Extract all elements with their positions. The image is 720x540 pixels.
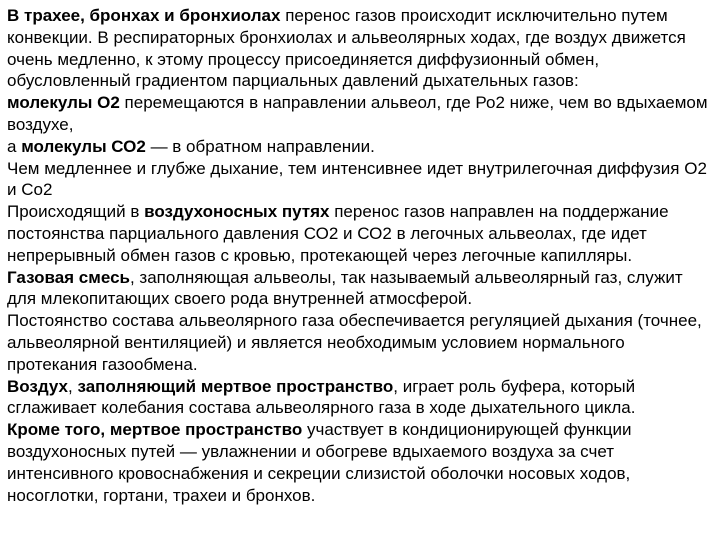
- bold-phrase: молекулы СО2: [21, 136, 146, 156]
- text-run: Постоянство состава альвеолярного газа обеспечивается регуляцией дыхания (точнее, альвеолярной вентиляцией) и является необходимым условием нормального протекания газообмена.: [7, 311, 702, 374]
- bold-phrase: молекулы О2: [7, 93, 120, 113]
- text-run: перемещаются в направлении альвеол, где Ро2 ниже, чем во вдыхаемом воздухе,: [7, 93, 708, 134]
- bold-phrase: Газовая смесь: [7, 267, 130, 287]
- text-run: а: [7, 136, 22, 156]
- text-run: ,: [68, 376, 78, 396]
- paragraph-o2-molecules: [7, 92, 715, 136]
- paragraph-gas-mixture: [7, 267, 715, 311]
- text-run: перенос газов направлен на поддержание постоянства парциального давления СО2 и СО2 в легочных альвеолах, где идет непрерывный обмен газов с кровью, протекающей через легочные капилляры.: [7, 202, 669, 265]
- paragraph-dead-space-buffer: [7, 376, 715, 420]
- paragraph-conduction: [7, 5, 715, 92]
- document-text: [7, 5, 715, 506]
- text-run: , заполняющая альвеолы, так называемый альвеолярный газ, служит для млекопитающих своего рода внутренней атмосферой.: [7, 267, 683, 309]
- bold-phrase: воздухоносных путях: [144, 202, 330, 222]
- text-run: участвует в кондиционирующей функции воздухоносных путей — увлажнении и обогреве вдыхаемого воздуха за счет интенсивного кровоснабжения и секреции слизистой оболочки носовых ходов, носоглотки, гортани, трахеи и бронхов.: [7, 420, 632, 505]
- bold-phrase: Кроме того, мертвое пространство: [7, 420, 303, 440]
- text-run: Происходящий в: [7, 202, 145, 222]
- bold-phrase: Воздух: [7, 376, 69, 396]
- text-run: , играет роль буфера, который сглаживает колебания состава альвеолярного газа в ходе дыхательного цикла.: [7, 376, 636, 418]
- bold-phrase: заполняющий мертвое пространство: [77, 376, 394, 396]
- text-run: Чем медленнее и глубже дыхание, тем интенсивнее идет внутрилегочная диффузия О2 и Со2: [7, 158, 707, 200]
- paragraph-composition-constancy: [7, 310, 715, 375]
- text-run: перенос газов происходит исключительно путем конвекции. В респираторных бронхиолах и альвеолярных ходах, где воздух движется очень медленно, к этому процессу присоединяется диффузионный обмен, обусловленный градиентом парциальных давлений дыхательных газов:: [7, 6, 686, 91]
- paragraph-co2-molecules: [7, 136, 715, 158]
- bold-phrase: В трахее, бронхах и бронхиолах: [7, 6, 281, 25]
- paragraph-airways-transport: [7, 201, 715, 266]
- paragraph-breathing-depth: [7, 158, 715, 202]
- text-run: — в обратном направлении.: [145, 136, 375, 156]
- paragraph-conditioning-function: [7, 419, 715, 506]
